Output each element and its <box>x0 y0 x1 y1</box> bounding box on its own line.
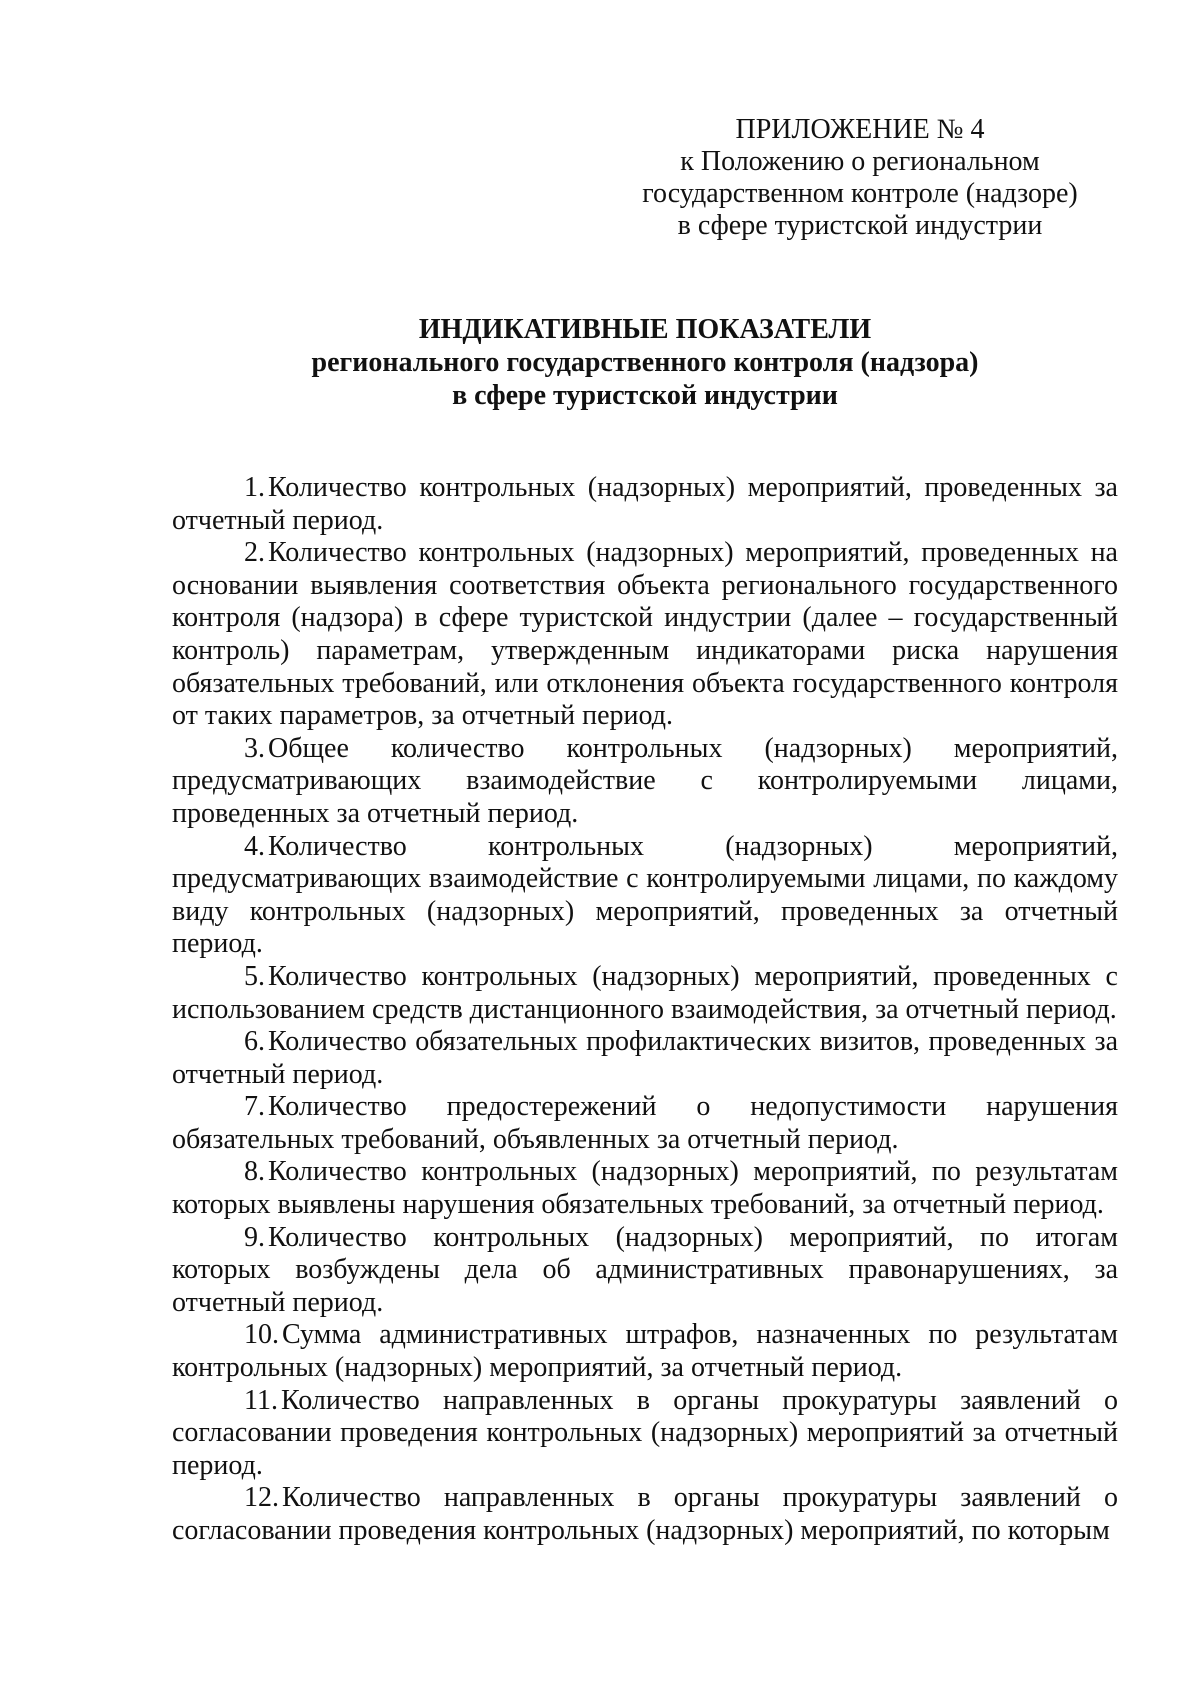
appendix-number: ПРИЛОЖЕНИЕ № 4 <box>735 114 985 145</box>
appendix-reference-line-1: к Положению о региональном <box>680 146 1040 177</box>
item-number: 11. <box>244 1384 278 1416</box>
item-number: 2. <box>244 537 265 569</box>
item-text: Сумма административных штрафов, назначенных по результатам контрольных (надзорных) мероприятий, за отчетный период. <box>172 1319 1118 1384</box>
item-text: Количество направленных в органы прокуратуры заявлений о согласовании проведения контрольных (надзорных) мероприятий, по которым <box>172 1482 1118 1546</box>
list-item <box>172 733 1118 831</box>
list-item <box>172 1482 1118 1547</box>
title-line-1: ИНДИКАТИВНЫЕ ПОКАЗАТЕЛИ <box>418 314 872 345</box>
indicator-list <box>172 472 1118 1548</box>
item-text: Количество обязательных профилактических визитов, проведенных за отчетный период. <box>172 1026 1118 1090</box>
list-item <box>172 1156 1118 1221</box>
title-line-2: регионального государственного контроля (надзора) <box>311 347 979 378</box>
item-number: 7. <box>244 1091 265 1123</box>
item-text: Количество контрольных (надзорных) мероприятий, по результатам которых выявлены нарушения обязательных требований, за отчетный период. <box>172 1156 1118 1221</box>
item-text: Количество контрольных (надзорных) мероприятий, по итогам которых возбуждены дела об административных правонарушениях, за отчетный период. <box>172 1221 1118 1318</box>
list-item <box>172 472 1118 537</box>
document-title <box>172 313 1118 412</box>
list-item <box>172 1319 1118 1384</box>
item-number: 8. <box>244 1156 265 1188</box>
item-number: 4. <box>244 830 265 862</box>
item-number: 6. <box>244 1026 265 1058</box>
appendix-reference-line-3: в сфере туристской индустрии <box>677 210 1043 241</box>
item-number: 10. <box>244 1319 279 1351</box>
list-item <box>172 1026 1118 1091</box>
item-text: Количество контрольных (надзорных) мероприятий, проведенных на основании выявления соответствия объекта регионального государственного контроля (надзора) в сфере туристской индустрии (далее – государственный контроль) параметрам, утвержденным индикаторами риска нарушения обязательных требований, или отклонения объекта государственного контроля от таких параметров, за отчетный период. <box>172 537 1118 732</box>
list-item <box>172 831 1118 961</box>
list-item <box>172 1222 1118 1320</box>
appendix-reference-line-2: государственном контроле (надзоре) <box>642 178 1078 209</box>
list-item <box>172 1385 1118 1483</box>
list-item <box>172 1091 1118 1156</box>
item-number: 5. <box>244 960 265 992</box>
item-number: 12. <box>244 1482 279 1514</box>
list-item <box>172 537 1118 733</box>
appendix-header <box>620 114 1100 242</box>
list-item <box>172 961 1118 1026</box>
item-text: Количество предостережений о недопустимости нарушения обязательных требований, объявленных за отчетный период. <box>172 1091 1118 1155</box>
title-line-3: в сфере туристской индустрии <box>452 380 838 411</box>
item-text: Количество контрольных (надзорных) мероприятий, проведенных с использованием средств дистанционного взаимодействия, за отчетный период. <box>172 960 1118 1025</box>
item-number: 1. <box>244 472 265 503</box>
item-number: 3. <box>244 732 265 764</box>
item-text: Количество контрольных (надзорных) мероприятий, предусматривающих взаимодействие с контролируемыми лицами, по каждому виду контрольных (надзорных) мероприятий, проведенных за отчетный период. <box>172 830 1118 960</box>
item-number: 9. <box>244 1221 265 1253</box>
item-text: Количество контрольных (надзорных) мероприятий, проведенных за отчетный период. <box>172 472 1118 536</box>
item-text: Количество направленных в органы прокуратуры заявлений о согласовании проведения контрольных (надзорных) мероприятий за отчетный период. <box>172 1384 1118 1481</box>
item-text: Общее количество контрольных (надзорных) мероприятий, предусматривающих взаимодействие с контролируемыми лицами, проведенных за отчетный период. <box>172 732 1118 829</box>
